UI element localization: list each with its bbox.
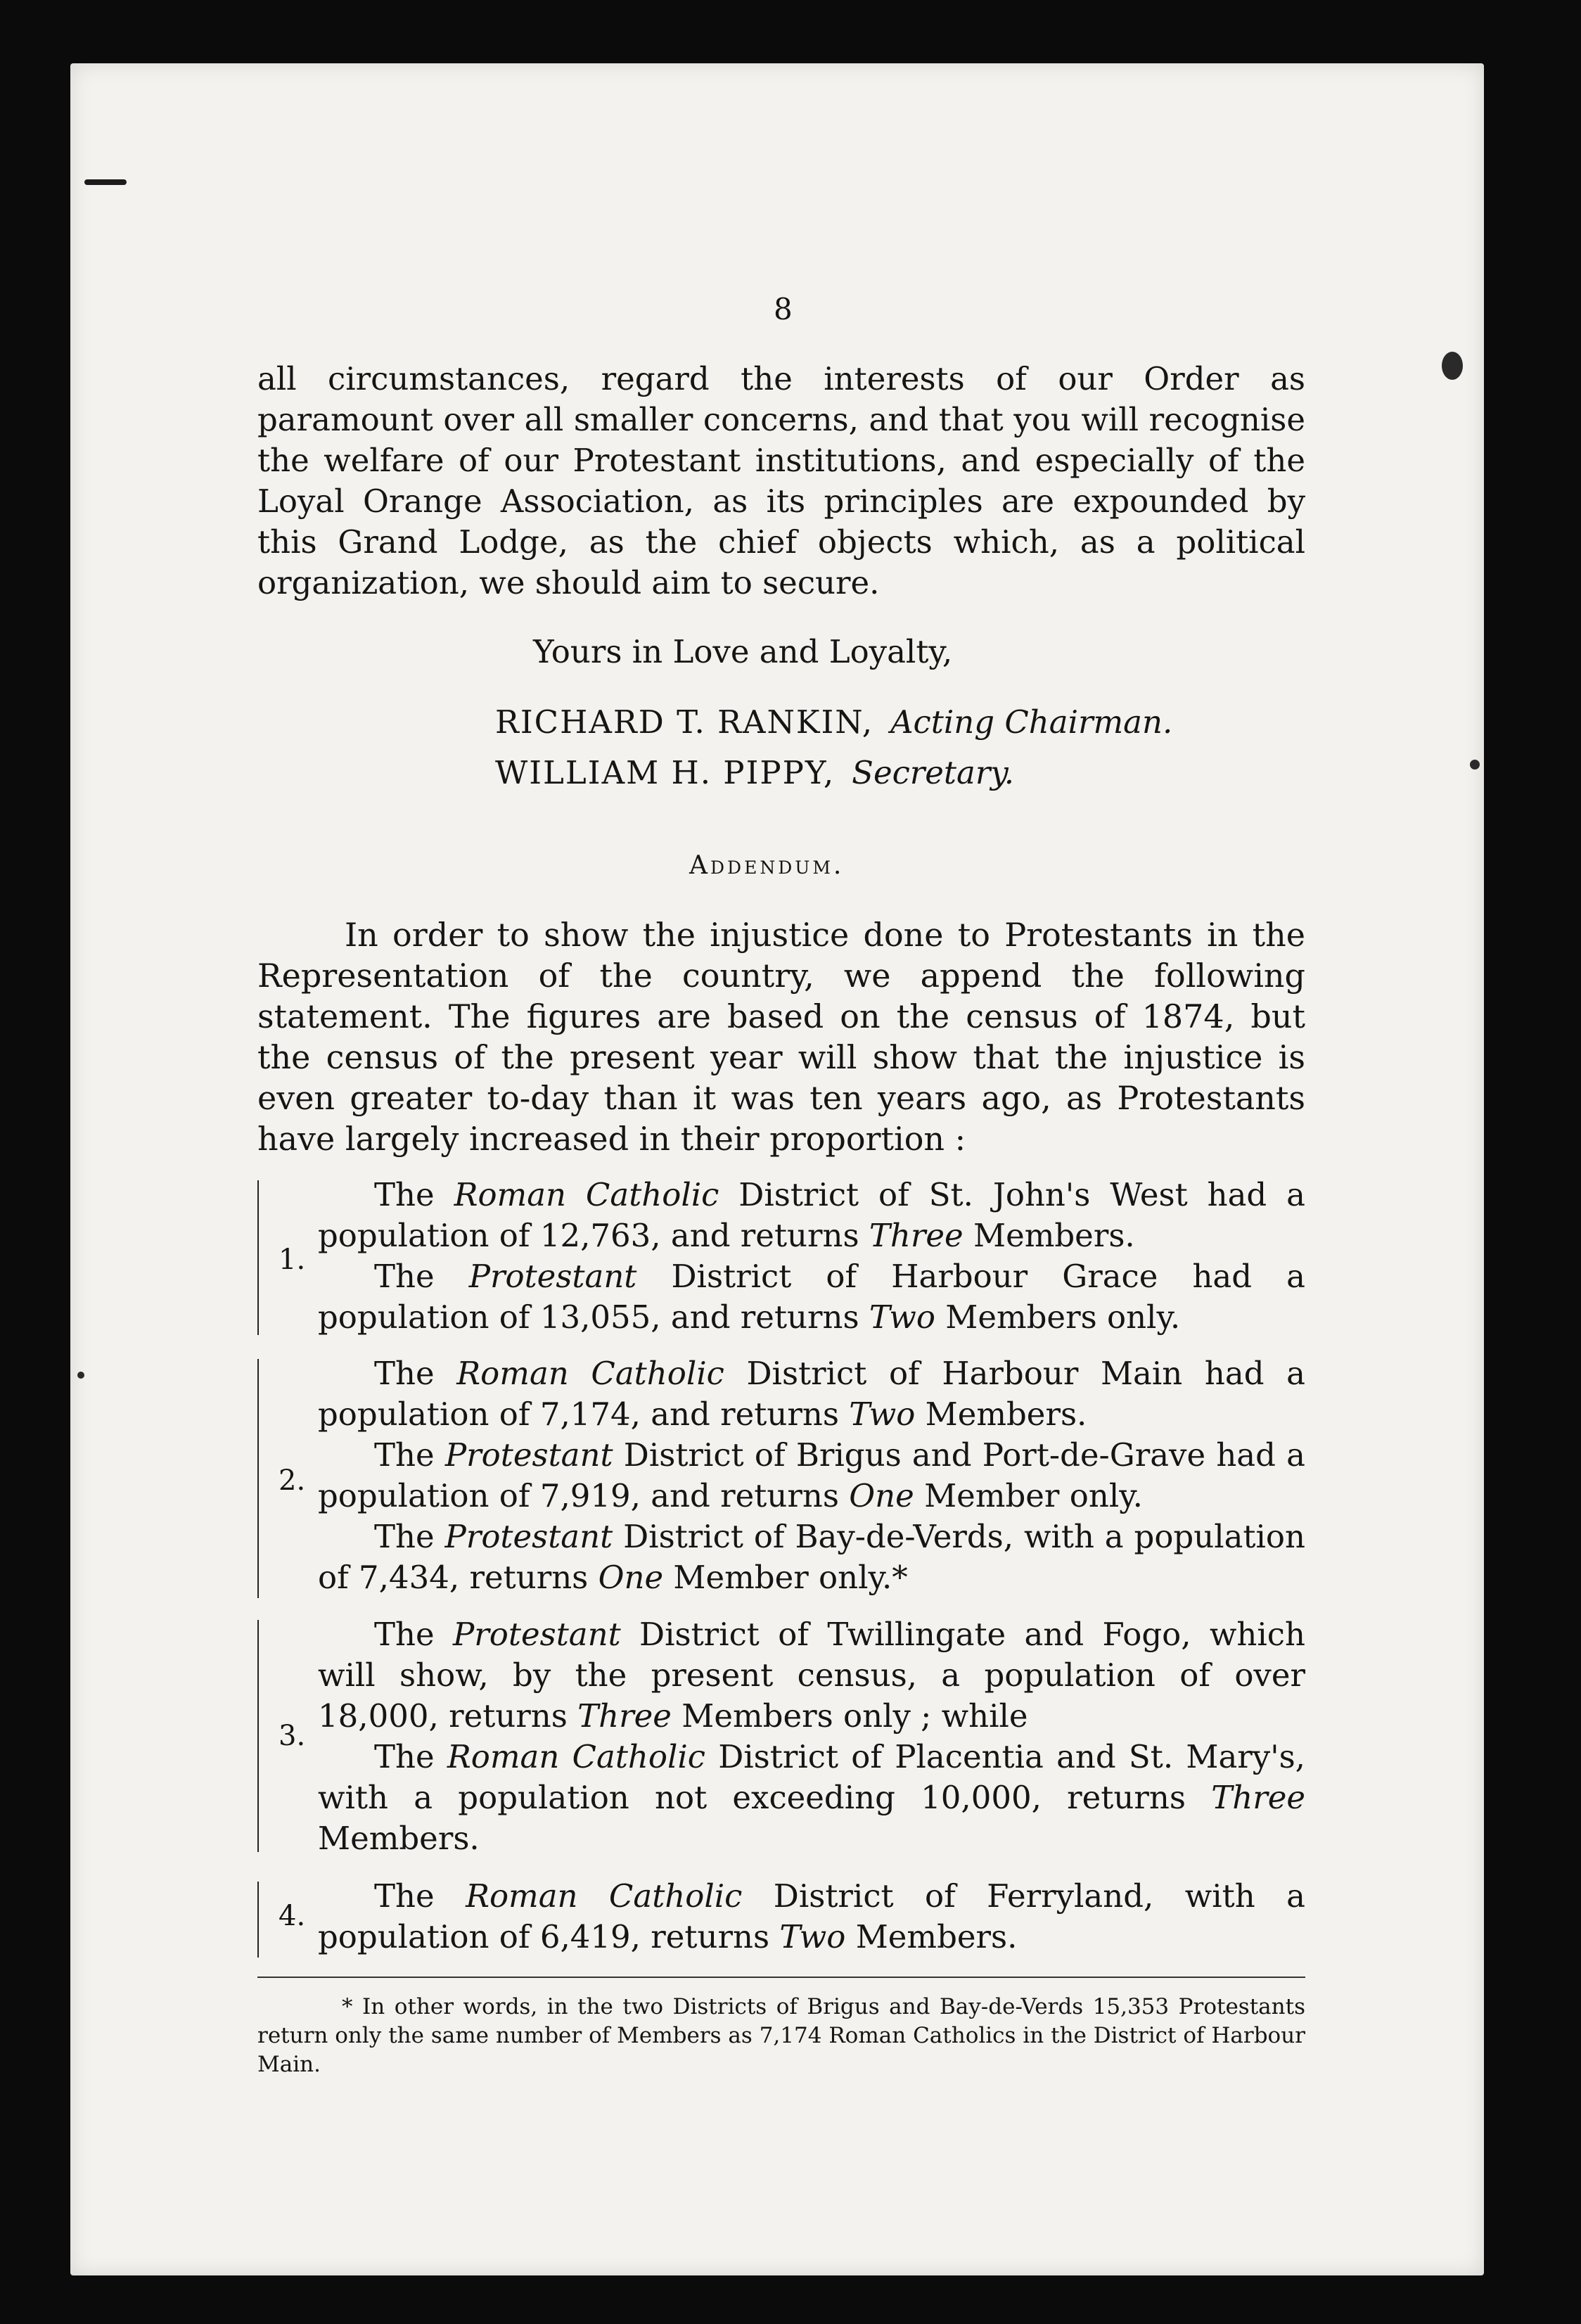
signature-name: WILLIAM H. PIPPY, bbox=[495, 754, 836, 791]
group-brace bbox=[257, 1620, 259, 1852]
comparison-group-3 bbox=[257, 1614, 1305, 1860]
comparison-group-2 bbox=[257, 1353, 1305, 1607]
footnote-rule bbox=[257, 1977, 1305, 1978]
district-entry: The Protestant District of Brigus and Port-de-Grave had a population of 7,919, and returns One Member only. bbox=[318, 1436, 1305, 1514]
district-entry: The Roman Catholic District of Ferryland, with a population of 6,419, returns Two Members. bbox=[318, 1877, 1305, 1955]
district-entry: The Roman Catholic District of Harbour Main had a population of 7,174, and returns Two Members. bbox=[318, 1355, 1305, 1433]
group-brace bbox=[257, 1882, 259, 1958]
opening-paragraph: all circumstances, regard the interests of our Order as paramount over all smaller concerns, and that you will recognise the welfare of our Protestant institutions, and especially of the Loyal Orange Association, as its principles are expounded by this Grand Lodge, as the chief objects which, as a political organization, we should aim to secure. bbox=[257, 360, 1305, 601]
district-entry: The Protestant District of Bay-de-Verds, with a population of 7,434, returns One Member only.* bbox=[318, 1518, 1305, 1596]
signature-name: RICHARD T. RANKIN, bbox=[495, 703, 874, 741]
addendum-heading: Addendum. bbox=[689, 851, 845, 880]
addendum-intro: In order to show the injustice done to Protestants in the Representation of the country, we append the following statement. The figures are based on the census of 1874, but the census of the present year will show that the injustice is even greater to-day than it was ten years ago, as Protestants have largely increased in their proportion : bbox=[257, 916, 1305, 1158]
district-entry: The Roman Catholic District of Placentia and St. Mary's, with a population not exceeding 10,000, returns Three Members. bbox=[318, 1738, 1305, 1857]
page-number: 8 bbox=[774, 292, 793, 326]
district-entry: The Protestant District of Harbour Grace had a population of 13,055, and returns Two Members only. bbox=[318, 1258, 1305, 1336]
scan-mark bbox=[84, 179, 127, 185]
footnote: * In other words, in the two Districts of Brigus and Bay-de-Verds 15,353 Protestants return only the same number of Members as 7,174 Roman Catholics in the District of Harbour Main. bbox=[257, 1994, 1305, 2077]
signature-title: Acting Chairman. bbox=[890, 703, 1173, 741]
signature-secretary bbox=[495, 754, 1014, 791]
group-number: 1. bbox=[279, 1244, 306, 1276]
closing-line: Yours in Love and Loyalty, bbox=[533, 633, 953, 670]
group-number: 4. bbox=[279, 1900, 306, 1932]
district-entry: The Roman Catholic District of St. John's West had a population of 12,763, and returns Three Members. bbox=[318, 1176, 1305, 1254]
ink-speck bbox=[77, 1372, 84, 1379]
district-entry: The Protestant District of Twillingate and Fogo, which will show, by the present census, a population of over 18,000, returns Three Members only ; while bbox=[318, 1616, 1305, 1735]
ink-blot bbox=[1442, 352, 1463, 380]
group-number: 2. bbox=[279, 1464, 306, 1497]
ink-speck bbox=[1470, 760, 1480, 770]
group-number: 3. bbox=[279, 1720, 306, 1752]
comparison-group-4 bbox=[257, 1876, 1305, 1964]
comparison-group-1 bbox=[257, 1175, 1305, 1343]
signature-chairman bbox=[495, 703, 1172, 741]
signature-title: Secretary. bbox=[852, 754, 1015, 791]
group-brace bbox=[257, 1359, 259, 1598]
group-brace bbox=[257, 1180, 259, 1335]
